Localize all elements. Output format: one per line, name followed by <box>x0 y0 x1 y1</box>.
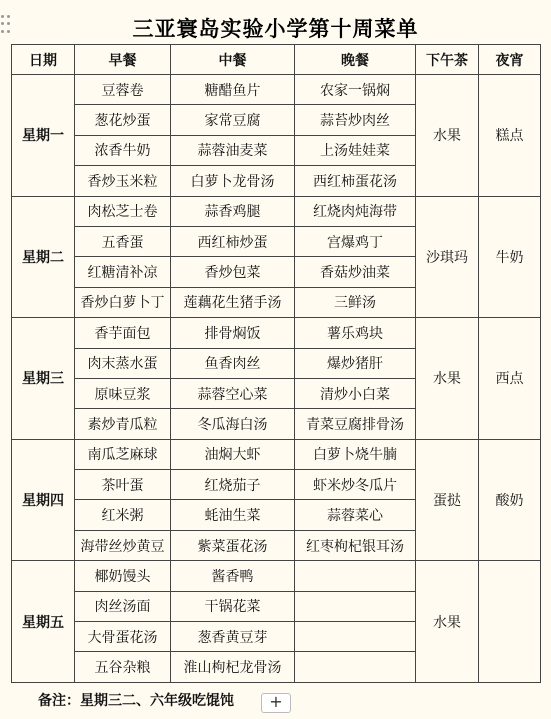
dinner-cell <box>295 652 416 682</box>
table-row <box>12 439 541 469</box>
breakfast-cell: 南瓜芝麻球 <box>75 439 171 469</box>
dinner-cell: 西红柿蛋花汤 <box>295 166 416 196</box>
breakfast-cell: 香炒玉米粒 <box>75 166 171 196</box>
lunch-cell: 紫菜蛋花汤 <box>171 530 295 560</box>
dinner-cell: 香菇炒油菜 <box>295 257 416 287</box>
dinner-cell: 白萝卜烧牛腩 <box>295 439 416 469</box>
breakfast-cell: 茶叶蛋 <box>75 470 171 500</box>
breakfast-cell: 海带丝炒黄豆 <box>75 530 171 560</box>
dinner-cell: 宫爆鸡丁 <box>295 226 416 256</box>
dinner-cell: 农家一锅焖 <box>295 75 416 105</box>
lunch-cell: 油焖大虾 <box>171 439 295 469</box>
day-cell: 星期二 <box>12 196 75 318</box>
breakfast-cell: 椰奶馒头 <box>75 561 171 591</box>
lunch-cell: 酱香鸭 <box>171 561 295 591</box>
day-cell: 星期三 <box>12 318 75 440</box>
lunch-cell: 蒜蓉空心菜 <box>171 378 295 408</box>
breakfast-cell: 香炒白萝卜丁 <box>75 287 171 317</box>
lunch-cell: 白萝卜龙骨汤 <box>171 166 295 196</box>
dinner-cell: 清炒小白菜 <box>295 378 416 408</box>
add-row-button[interactable]: + <box>261 693 291 713</box>
breakfast-cell: 葱花炒蛋 <box>75 105 171 135</box>
breakfast-cell: 大骨蛋花汤 <box>75 622 171 652</box>
snack-cell: 牛奶 <box>479 196 541 318</box>
lunch-cell: 蒜蓉油麦菜 <box>171 135 295 165</box>
table-row <box>12 75 541 105</box>
dinner-cell <box>295 561 416 591</box>
day-cell: 星期四 <box>12 439 75 561</box>
header-breakfast: 早餐 <box>75 45 171 75</box>
breakfast-cell: 五谷杂粮 <box>75 652 171 682</box>
breakfast-cell: 豆蓉卷 <box>75 75 171 105</box>
lunch-cell: 葱香黄豆芽 <box>171 622 295 652</box>
dinner-cell <box>295 622 416 652</box>
lunch-cell: 干锅花菜 <box>171 591 295 621</box>
header-tea: 下午茶 <box>416 45 479 75</box>
lunch-cell: 糖醋鱼片 <box>171 75 295 105</box>
lunch-cell: 香炒包菜 <box>171 257 295 287</box>
header-dinner: 晚餐 <box>295 45 416 75</box>
tea-cell: 水果 <box>416 75 479 197</box>
snack-cell <box>479 561 541 683</box>
header-date: 日期 <box>12 45 75 75</box>
table-row <box>12 561 541 591</box>
menu-table <box>11 44 541 683</box>
table-row <box>12 196 541 226</box>
day-cell: 星期一 <box>12 75 75 197</box>
lunch-cell: 排骨焖饭 <box>171 318 295 348</box>
dinner-cell: 薯乐鸡块 <box>295 318 416 348</box>
dinner-cell: 红烧肉炖海带 <box>295 196 416 226</box>
dinner-cell: 虾米炒冬瓜片 <box>295 470 416 500</box>
dinner-cell <box>295 591 416 621</box>
dinner-cell: 爆炒猪肝 <box>295 348 416 378</box>
dinner-cell: 蒜苔炒肉丝 <box>295 105 416 135</box>
dinner-cell: 红枣枸杞银耳汤 <box>295 530 416 560</box>
lunch-cell: 红烧茄子 <box>171 470 295 500</box>
page-title: 三亚寰岛实验小学第十周菜单 <box>132 17 419 41</box>
tea-cell: 水果 <box>416 318 479 440</box>
breakfast-cell: 原味豆浆 <box>75 378 171 408</box>
tea-cell: 沙琪玛 <box>416 196 479 318</box>
lunch-cell: 蚝油生菜 <box>171 500 295 530</box>
lunch-cell: 淮山枸杞龙骨汤 <box>171 652 295 682</box>
lunch-cell: 家常豆腐 <box>171 105 295 135</box>
breakfast-cell: 浓香牛奶 <box>75 135 171 165</box>
header-lunch: 中餐 <box>171 45 295 75</box>
footnote: 备注：星期三二、六年级吃馄饨 <box>38 693 234 709</box>
snack-cell: 酸奶 <box>479 439 541 561</box>
breakfast-cell: 肉末蒸水蛋 <box>75 348 171 378</box>
breakfast-cell: 香芋面包 <box>75 318 171 348</box>
breakfast-cell: 肉松芝士卷 <box>75 196 171 226</box>
tea-cell: 水果 <box>416 561 479 683</box>
snack-cell: 西点 <box>479 318 541 440</box>
breakfast-cell: 红米粥 <box>75 500 171 530</box>
dinner-cell: 蒜蓉菜心 <box>295 500 416 530</box>
lunch-cell: 鱼香肉丝 <box>171 348 295 378</box>
breakfast-cell: 红糖清补凉 <box>75 257 171 287</box>
table-row <box>12 318 541 348</box>
header-snack: 夜宵 <box>479 45 541 75</box>
dinner-cell: 三鲜汤 <box>295 287 416 317</box>
lunch-cell: 莲藕花生猪手汤 <box>171 287 295 317</box>
lunch-cell: 西红柿炒蛋 <box>171 226 295 256</box>
dinner-cell: 上汤娃娃菜 <box>295 135 416 165</box>
tea-cell: 蛋挞 <box>416 439 479 561</box>
lunch-cell: 冬瓜海白汤 <box>171 409 295 439</box>
snack-cell: 糕点 <box>479 75 541 197</box>
dinner-cell: 青菜豆腐排骨汤 <box>295 409 416 439</box>
lunch-cell: 蒜香鸡腿 <box>171 196 295 226</box>
header-row <box>12 45 541 75</box>
breakfast-cell: 素炒青瓜粒 <box>75 409 171 439</box>
breakfast-cell: 肉丝汤面 <box>75 591 171 621</box>
day-cell: 星期五 <box>12 561 75 683</box>
breakfast-cell: 五香蛋 <box>75 226 171 256</box>
